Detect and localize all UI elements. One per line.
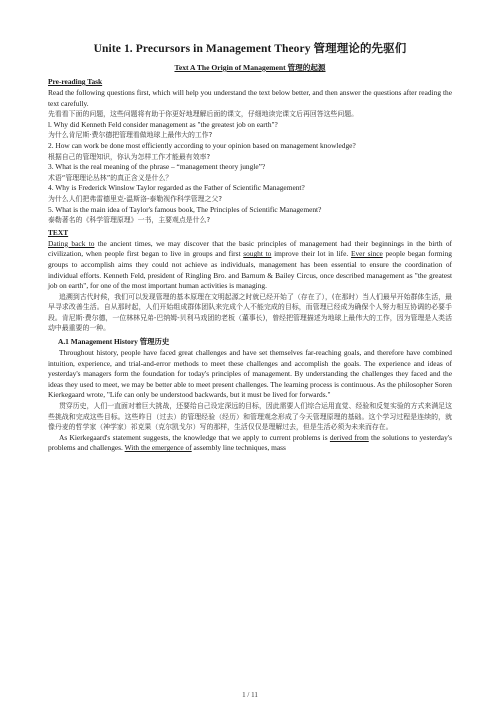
paragraph-2-zh: 贯穿历史，人们一直面对着巨大挑战，还要给自己设定深远的目标，因此需要人们综合运用直觉、经验和反复实验的方式来满足这些挑战和完成这些目标。这些昨日（过去）的管理经验（经历）和管理观念形成了今天管理原理的基础。这个学习过程是连续的，就像丹麦的哲学家（神学家）祁克果（克尔凯戈尔）写的那样，生活仅仅是理解过去，但是生活必须为未来而存在。: [48, 402, 452, 432]
paragraph-2: Throughout history, people have faced great challenges and have set themselves far-reaching goals, and therefore have combined intuition, experience, and trial-and-error methods to meet these challenges and accomplish the goals. The experience and ideas of yesterday's managers form the foundation for today's principles of management. By understanding the challenges they faced and the ideas they used to meet, we may be better able to meet present challenges. The learning process is continuous. As the philosopher Soren Kierkegaard wrote, "Life can only be understood backwards, but it must be lived for forwards.": [48, 348, 452, 400]
question-5-zh: 泰勒著名的《科学管理原理》一书，主要观点是什么?: [48, 216, 211, 225]
question-4-zh: 为什么人们把弗雷德里克-温斯洛-泰勒视作科学管理之父?: [48, 194, 223, 203]
page-title: Unite 1. Precursors in Management Theory 管理理论的先驱们: [93, 43, 407, 55]
question-2-en: 2. How can work be done most efficiently according to your opinion based on management knowledge?: [48, 140, 356, 150]
question-4-en: 4. Why is Frederick Winslow Taylor regarded as the Father of Scientific Management?: [48, 183, 305, 193]
question-1-en: l. Why did Kenneth Feld consider management as "the greatest job on earth"?: [48, 119, 278, 129]
underlined-phrase: Ever since: [350, 249, 383, 259]
underlined-phrase: With the emergence of: [124, 443, 192, 453]
underlined-phrase: Dating back to: [48, 238, 95, 248]
question-list: [48, 120, 452, 226]
text-heading: TEXT: [48, 227, 69, 237]
question-3-zh: 术语“管理理论丛林”的真正含义是什么？: [48, 173, 173, 182]
page-content: [48, 40, 452, 454]
paragraph-3: As Kierkegaard's statement suggests, the knowledge that we apply to current problems is derived from the solutions to yesterday's problems and challenges. With the emergence of assembly line techniques, mass: [48, 432, 452, 453]
page-number: 1 / 11: [242, 691, 258, 699]
prereading-intro-zh: 先看看下面的问题，这些问题将有助于你更好地理解后面的课文，仔细地读完课文后再回答这些问题。: [48, 110, 359, 119]
paragraph-1: Dating back to the ancient times, we may discover that the basic principles of management had their beginnings in the birth of civilization, when people first began to live in groups and first sought to improve their lot in life. Ever since people began forming groups to accomplish aims they could not achieve as individuals, management has been essential to ensure the coordination of individual efforts. Kenneth Feld, president of Ringling Bro. and Barnum & Bailey Circus, once described management as "the greatest job on earth", for one of the most important human activities is managing.: [48, 238, 452, 291]
underlined-phrase: sought to: [243, 249, 272, 259]
prereading-intro-en: Read the following questions first, which will help you understand the text below better, and then answer the questions after reading the text carefully.: [48, 88, 452, 108]
text-subtitle: Text A The Origin of Management 管理的起源: [174, 63, 326, 72]
paragraph-1-zh: 追溯到古代时候，我们可以发现管理的基本原理在文明起源之时就已经开始了（存在了），(在那时）当人们最早开始群体生活，最早寻求改善生活。自从那时起，人们开始组成群体团队来完成个人不能完成的目标，而管理已经成为确保个人努力相互协调的必要手段。肯尼斯·费尔德，一位林林兄弟-巴纳姆-贝利马戏团的老板（董事长)，曾经把管理描述为地球上最伟大的工作，因为管理是人类活动中最重要的一种。: [48, 292, 452, 333]
section-heading: A.1 Management History 管理历史: [58, 337, 170, 347]
underlined-phrase: derived from: [329, 432, 369, 442]
question-3-en: 3. What is the real meaning of the phrase – “management theory jungle”?: [48, 162, 266, 172]
question-2-zh: 根据自己的管理知识，你认为怎样工作才能最有效率?: [48, 152, 211, 161]
question-1-zh: 为什么肯尼斯·费尔德把管理看做地球上最伟大的工作?: [48, 131, 213, 140]
prereading-heading: Pre-reading Task: [48, 77, 103, 86]
question-5-en: 5. What is the main idea of Taylor's famous book, The Principles of Scientific Management?: [48, 204, 322, 214]
